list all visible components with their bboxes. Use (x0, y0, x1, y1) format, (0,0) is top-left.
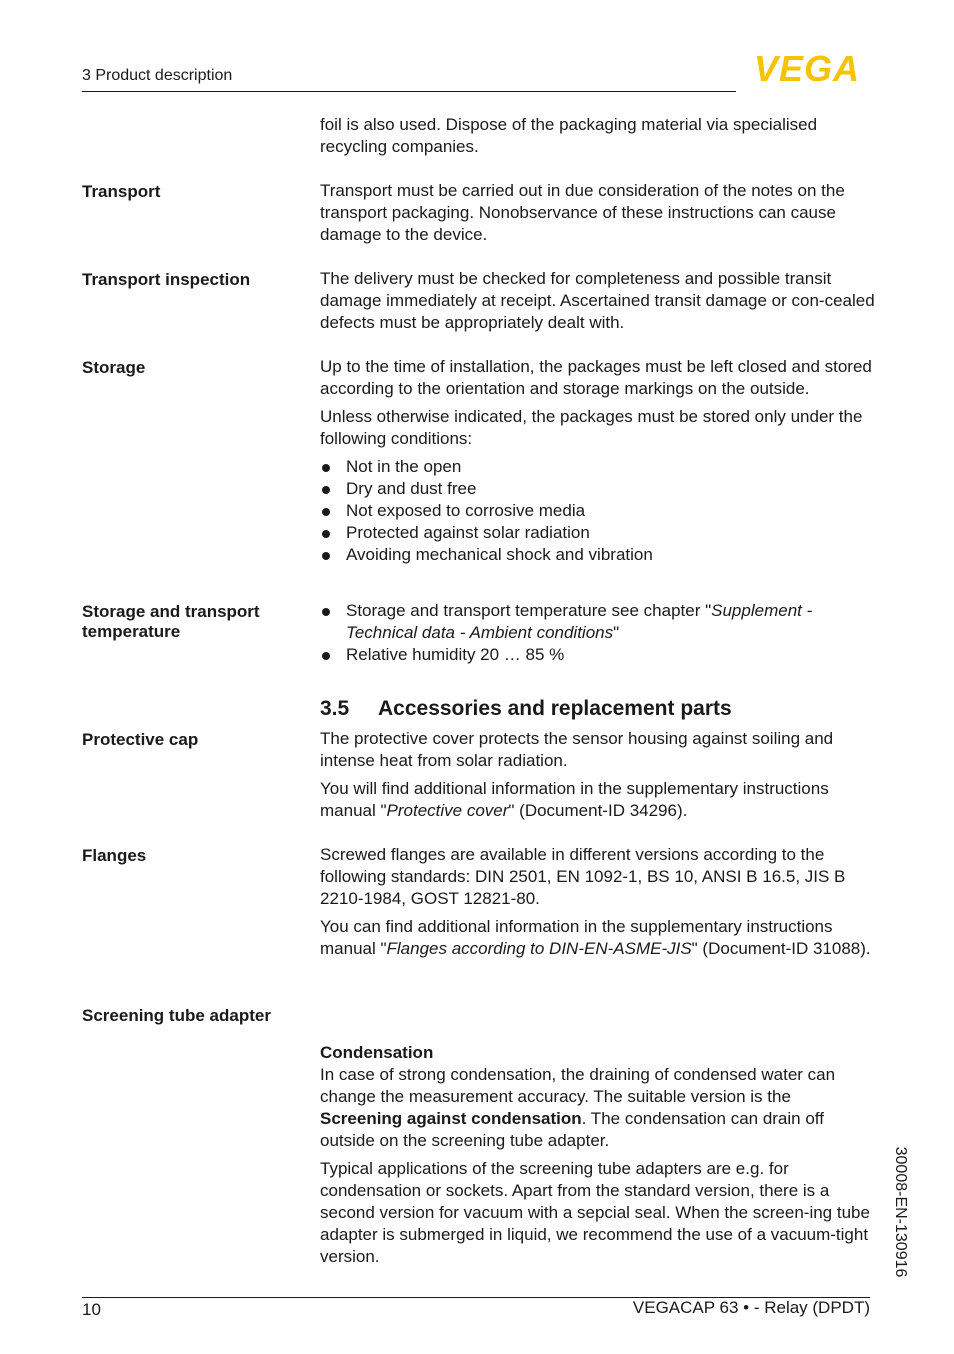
logo-wordmark: VEGA (753, 52, 861, 84)
list-item: Relative humidity 20 … 85 % (320, 644, 876, 666)
section-heading (320, 697, 732, 721)
protective-cap-label: Protective cap (82, 730, 199, 749)
storage-text: Up to the time of installation, the packages must be left closed and stored according to the orientation and storage markings on the outside. Unless otherwise indicated, the packages must be stored only under the following conditions: Not in the open Dry and dust free Not exposed to corrosive media Protected against solar radiation Avoiding mechanical shock and vibration (320, 356, 876, 566)
vega-logo (742, 52, 872, 84)
product-name: VEGACAP 63 • - Relay (DPDT) (632, 1298, 870, 1317)
list-item: Not in the open (320, 456, 876, 478)
list-item: Dry and dust free (320, 478, 876, 500)
list-item: Not exposed to corrosive media (320, 500, 876, 522)
transport-inspection-label: Transport inspection (82, 270, 251, 289)
storage-label: Storage (82, 358, 146, 377)
protective-cap-text: The protective cover protects the sensor housing against soiling and intense heat from solar radiation. You will find additional information in the supplementary instructions manual "Protective cover" (Document-ID 34296). (320, 729, 834, 820)
list-item: Avoiding mechanical shock and vibration (320, 544, 876, 566)
packaging-text: foil is also used. Dispose of the packaging material via specialised recycling companies. (320, 115, 818, 156)
transport-label: Transport (82, 182, 161, 201)
screening-adapter-label: Screening tube adapter (82, 1006, 271, 1025)
section-number: 3.5 (320, 697, 350, 720)
page-number: 10 (82, 1300, 101, 1319)
running-header: 3 Product description (82, 67, 233, 84)
list-item: Storage and transport temperature see chapter "Supplement - Technical data - Ambient conditions" (320, 600, 876, 644)
condensation-subheading: Condensation (320, 1043, 434, 1062)
header-divider (82, 91, 736, 92)
document-id: 30008-EN-130916 (892, 1146, 909, 1278)
storage-temp-text (320, 600, 876, 666)
screening-adapter-text: Condensation In case of strong condensation, the draining of condensed water can change the measurement accuracy. The suitable version is the Screening against condensation. The condensation can drain off outside on the screening tube adapter. Typical applications of the screening tube adapters are e.g. for condensation or sockets. Apart from the standard version, there is a second version for vacuum with a sepcial seal. When the screen-ing tube adapter is submerged in liquid, we recommend the use of a vacuum-tight version. (320, 1042, 876, 1268)
storage-temp-label: Storage and transport temperature (82, 602, 260, 641)
transport-inspection-text: The delivery must be checked for completeness and possible transit damage immediately at receipt. Ascertained transit damage or con-cealed defects must be appropriately dealt with. (320, 269, 875, 332)
section-title: Accessories and replacement parts (378, 697, 732, 720)
list-item: Protected against solar radiation (320, 522, 876, 544)
flanges-text: Screwed flanges are available in different versions according to the following standards: DIN 2501, EN 1092-1, BS 10, ANSI B 16.5, JIS B 2210-1984, GOST 12821-80. You can find additional information in the supplementary instructions manual "Flanges according to DIN-EN-ASME-JIS" (Document-ID 31088). (320, 845, 871, 958)
storage-conditions-list (320, 456, 876, 566)
flanges-label: Flanges (82, 846, 147, 865)
transport-text: Transport must be carried out in due consideration of the notes on the transport packaging. Nonobservance of these instructions can cause damage to the device. (320, 181, 845, 244)
